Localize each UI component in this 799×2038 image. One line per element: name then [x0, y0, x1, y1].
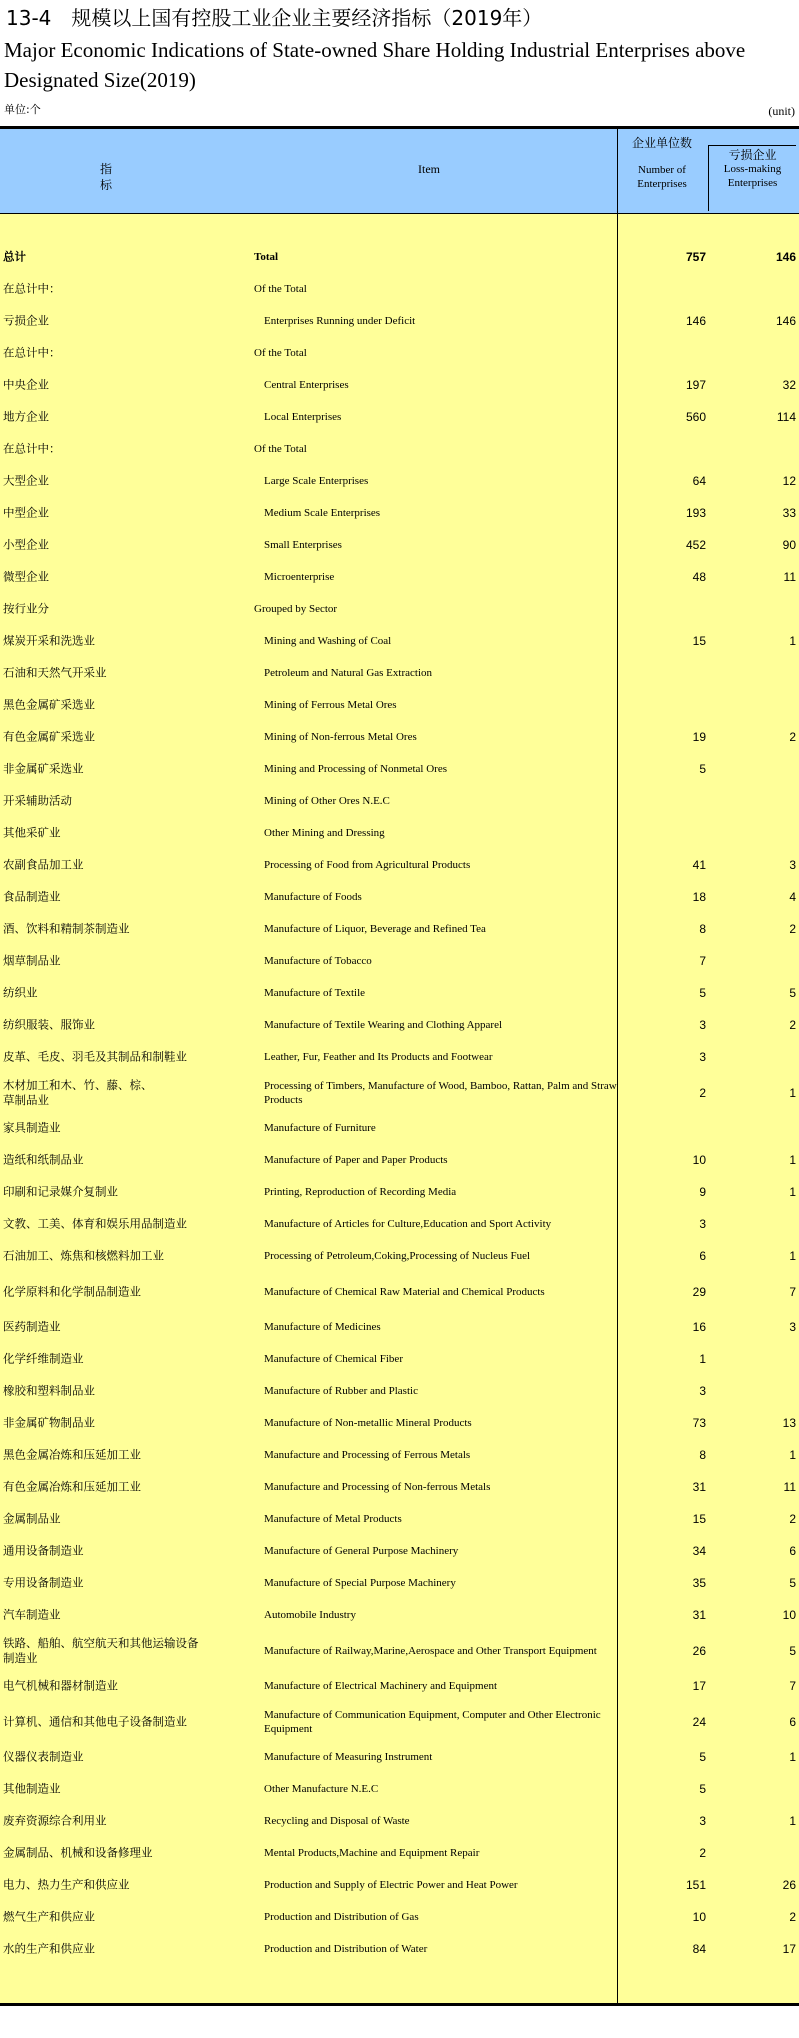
- value-loss-making: 3: [789, 1320, 796, 1334]
- value-enterprises: 8: [699, 1448, 706, 1462]
- table-row: [0, 1073, 799, 1112]
- value-loss-making: 114: [776, 410, 796, 424]
- row-label-en: Processing of Petroleum,Coking,Processing of Nucleus Fuel: [264, 1250, 531, 1262]
- value-loss-making: 3: [789, 858, 796, 872]
- value-enterprises: 2: [699, 1846, 706, 1860]
- row-label-cn: 印刷和记录媒介复制业: [3, 1184, 118, 1199]
- value-enterprises: 16: [692, 1320, 706, 1334]
- value-loss-making: 13: [782, 1416, 796, 1430]
- value-loss-making: 1: [789, 1814, 796, 1828]
- row-label-cn: 微型企业: [3, 569, 49, 584]
- row-label-en: Printing, Reproduction of Recording Media: [264, 1186, 457, 1198]
- value-loss-making: 1: [789, 1185, 796, 1199]
- table-row: [0, 1503, 799, 1535]
- row-label-cn: 计算机、通信和其他电子设备制造业: [3, 1714, 187, 1728]
- table-row: [0, 1901, 799, 1933]
- value-loss-making: 1: [789, 1085, 796, 1100]
- row-label-en: Local Enterprises: [264, 411, 342, 423]
- row-label-en: Small Enterprises: [264, 539, 342, 551]
- value-enterprises: 10: [692, 1153, 706, 1167]
- row-label-cn: 烟草制品业: [3, 953, 61, 968]
- value-enterprises: 35: [692, 1576, 706, 1590]
- value-loss-making: 11: [783, 1480, 796, 1494]
- table-row: [0, 785, 799, 817]
- table-row: [0, 305, 799, 337]
- value-enterprises: 34: [692, 1544, 706, 1558]
- value-enterprises: 31: [692, 1608, 706, 1622]
- row-label-cn: 家具制造业: [3, 1120, 61, 1135]
- row-label-en: Recycling and Disposal of Waste: [264, 1815, 410, 1827]
- row-label-en: Manufacture of Chemical Fiber: [264, 1353, 403, 1365]
- value-enterprises: 84: [692, 1942, 706, 1956]
- row-label-cn: 汽车制造业: [3, 1607, 61, 1622]
- row-label-en: Other Mining and Dressing: [264, 827, 385, 839]
- value-enterprises: 18: [692, 890, 706, 904]
- row-label-en: Mining and Processing of Nonmetal Ores: [264, 763, 447, 775]
- value-loss-making: 1: [789, 1249, 796, 1263]
- row-label-cn: 非金属矿物制品业: [3, 1415, 95, 1430]
- table-row: [0, 1869, 799, 1901]
- table-row: [0, 849, 799, 881]
- row-label-en: Processing of Timbers, Manufacture of Wood, Bamboo, Rattan, Palm and Straw Products: [264, 1079, 617, 1106]
- row-label-en: Microenterprise: [264, 571, 335, 583]
- table-title-en: Major Economic Indications of State-owned Share Holding Industrial Enterprises above Designated Size(2019): [4, 38, 746, 92]
- row-label-en: Other Manufacture N.E.C: [264, 1783, 379, 1795]
- row-label-cn: 有色金属冶炼和压延加工业: [3, 1479, 141, 1494]
- value-loss-making: 7: [789, 1284, 796, 1299]
- table-row: [0, 1741, 799, 1773]
- table-row: [0, 529, 799, 561]
- value-loss-making: 1: [789, 1153, 796, 1167]
- row-label-cn: 中央企业: [3, 377, 49, 392]
- header-indicator-cn: 指 标: [100, 162, 119, 192]
- value-enterprises: 31: [692, 1480, 706, 1494]
- table-row: [0, 1805, 799, 1837]
- table-row: [0, 1471, 799, 1503]
- table-row: [0, 881, 799, 913]
- row-label-cn: 开采辅助活动: [3, 793, 72, 808]
- table-row: [0, 1535, 799, 1567]
- table-row: [0, 1272, 799, 1311]
- row-label-cn: 其他制造业: [3, 1781, 61, 1796]
- row-label-cn: 橡胶和塑料制品业: [3, 1383, 95, 1398]
- row-label-en: Manufacture of Metal Products: [264, 1513, 402, 1525]
- value-loss-making: 6: [789, 1714, 796, 1729]
- row-label-en: Of the Total: [254, 283, 307, 295]
- header-col-enterprises-en: Number of Enterprises: [637, 164, 687, 190]
- row-label-cn: 食品制造业: [3, 889, 61, 904]
- row-label-cn: 燃气生产和供应业: [3, 1909, 95, 1924]
- table-header: [0, 129, 799, 214]
- row-label-cn: 医药制造业: [3, 1319, 61, 1334]
- row-label-en: Large Scale Enterprises: [264, 475, 369, 487]
- row-label-cn: 中型企业: [3, 505, 49, 520]
- row-label-en: Total: [254, 251, 279, 263]
- row-label-en: Manufacture of Rubber and Plastic: [264, 1385, 418, 1397]
- row-label-cn: 仪器仪表制造业: [3, 1749, 84, 1764]
- value-enterprises: 6: [699, 1249, 706, 1263]
- table-row: [0, 721, 799, 753]
- row-label-cn: 在总计中：: [3, 281, 61, 296]
- value-enterprises: 64: [692, 474, 706, 488]
- value-loss-making: 17: [782, 1942, 796, 1956]
- value-loss-making: 146: [775, 314, 796, 328]
- table-row: [0, 945, 799, 977]
- value-enterprises: 560: [685, 410, 706, 424]
- value-enterprises: 3: [699, 1050, 706, 1064]
- row-label-cn: 化学纤维制造业: [3, 1351, 84, 1366]
- row-label-cn: 煤炭开采和洗选业: [3, 633, 95, 648]
- row-label-cn: 农副食品加工业: [3, 857, 84, 872]
- table-row: [0, 1407, 799, 1439]
- header-col-enterprises-cn: 企业单位数: [631, 136, 692, 150]
- table-row: [0, 1208, 799, 1240]
- value-enterprises: 5: [699, 1750, 706, 1764]
- row-label-en: Petroleum and Natural Gas Extraction: [264, 667, 433, 679]
- value-loss-making: 2: [789, 1018, 796, 1032]
- row-label-cn: 文教、工美、体育和娱乐用品制造业: [3, 1216, 187, 1231]
- value-loss-making: 7: [789, 1679, 796, 1693]
- value-loss-making: 2: [789, 922, 796, 936]
- row-label-cn: 按行业分: [3, 601, 49, 616]
- row-label-cn: 水的生产和供应业: [3, 1941, 95, 1956]
- value-enterprises: 29: [692, 1284, 706, 1299]
- row-label-en: Manufacture of Liquor, Beverage and Refined Tea: [264, 923, 486, 935]
- row-label-en: Manufacture of Furniture: [264, 1122, 376, 1134]
- row-label-cn: 在总计中：: [3, 441, 61, 456]
- table-row: [0, 465, 799, 497]
- row-label-en: Manufacture of Chemical Raw Material and Chemical Products: [264, 1285, 545, 1298]
- table-row: [0, 657, 799, 689]
- table-row: [0, 1176, 799, 1208]
- row-label-en: Production and Distribution of Gas: [264, 1911, 419, 1923]
- value-enterprises: 146: [685, 314, 706, 328]
- header-col-loss-making-en: Loss-making Enterprises: [723, 163, 782, 189]
- value-loss-making: 146: [775, 250, 796, 264]
- row-label-en: Mining and Washing of Coal: [264, 635, 392, 647]
- row-label-en: Manufacture of Railway,Marine,Aerospace and Other Transport Equipment: [264, 1644, 597, 1657]
- value-enterprises: 24: [692, 1714, 706, 1729]
- value-loss-making: 5: [789, 1643, 796, 1658]
- value-loss-making: 2: [789, 730, 796, 744]
- value-enterprises: 26: [692, 1643, 706, 1658]
- value-loss-making: 33: [782, 506, 796, 520]
- row-label-cn: 皮革、毛皮、羽毛及其制品和制鞋业: [3, 1049, 187, 1064]
- row-label-en: Manufacture of Special Purpose Machinery: [264, 1577, 456, 1589]
- value-enterprises: 19: [692, 730, 706, 744]
- value-enterprises: 15: [692, 634, 706, 648]
- header-item-en: Item: [418, 162, 440, 176]
- row-label-en: Manufacture of Textile Wearing and Clothing Apparel: [264, 1019, 503, 1031]
- value-enterprises: 9: [699, 1185, 706, 1199]
- value-loss-making: 4: [789, 890, 796, 904]
- row-label-cn: 纺织服装、服饰业: [3, 1017, 95, 1032]
- value-enterprises: 1: [699, 1352, 706, 1366]
- row-label-en: Medium Scale Enterprises: [264, 507, 381, 519]
- table-row: [0, 1670, 799, 1702]
- row-label-cn: 酒、饮料和精制茶制造业: [3, 921, 130, 936]
- value-enterprises: 3: [699, 1018, 706, 1032]
- row-label-en: Of the Total: [254, 443, 307, 455]
- row-label-cn: 有色金属矿采选业: [3, 729, 95, 744]
- row-label-cn: 电气机械和器材制造业: [3, 1678, 118, 1693]
- row-label-en: Mental Products,Machine and Equipment Repair: [264, 1847, 480, 1859]
- row-label-en: Manufacture of Tobacco: [264, 955, 372, 967]
- row-label-en: Of the Total: [254, 347, 307, 359]
- row-label-cn: 小型企业: [3, 537, 49, 552]
- value-loss-making: 2: [789, 1910, 796, 1924]
- table-row: [0, 1375, 799, 1407]
- value-enterprises: 48: [692, 570, 706, 584]
- row-label-cn: 亏损企业: [3, 313, 49, 328]
- row-label-en: Manufacture of Paper and Paper Products: [264, 1154, 448, 1166]
- value-loss-making: 1: [789, 1448, 796, 1462]
- table-row: [0, 1702, 799, 1741]
- row-label-cn: 纺织业: [3, 985, 38, 1000]
- value-enterprises: 7: [699, 954, 706, 968]
- row-label-cn: 非金属矿采选业: [3, 761, 84, 776]
- value-enterprises: 3: [699, 1217, 706, 1231]
- unit-label-en: (unit): [768, 104, 795, 118]
- row-label-en: Manufacture and Processing of Ferrous Metals: [264, 1449, 471, 1461]
- row-label-en: Enterprises Running under Deficit: [264, 315, 416, 327]
- table-row: [0, 913, 799, 945]
- value-enterprises: 452: [685, 538, 706, 552]
- value-enterprises: 197: [685, 378, 706, 392]
- row-label-cn: 地方企业: [3, 409, 49, 424]
- header-col-loss-making-cn: 亏损企业: [728, 148, 777, 162]
- value-loss-making: 5: [789, 1576, 796, 1590]
- row-label-cn: 木材加工和木、竹、藤、棕、 草制品业: [3, 1077, 153, 1107]
- table-row: [0, 1631, 799, 1670]
- row-label-cn: 金属制品、机械和设备修理业: [3, 1845, 153, 1860]
- row-label-cn: 大型企业: [3, 473, 49, 488]
- table-row: [0, 689, 799, 721]
- value-enterprises: 3: [699, 1384, 706, 1398]
- row-label-cn: 电力、热力生产和供应业: [3, 1877, 130, 1892]
- row-label-cn: 总计: [3, 249, 26, 264]
- table-row: [0, 1439, 799, 1471]
- table-row: [0, 1240, 799, 1272]
- unit-label-cn: 单位:个: [4, 103, 41, 116]
- table-row: [0, 401, 799, 433]
- table-body: [0, 241, 799, 1965]
- value-loss-making: 10: [782, 1608, 796, 1622]
- table-row: [0, 1041, 799, 1073]
- value-loss-making: 11: [783, 570, 796, 584]
- row-label-cn: 专用设备制造业: [3, 1575, 84, 1590]
- row-label-en: Manufacture of Communication Equipment, Computer and Other Electronic Equipment: [264, 1708, 601, 1735]
- row-label-en: Mining of Non-ferrous Metal Ores: [264, 731, 417, 743]
- row-label-cn: 金属制品业: [3, 1511, 61, 1526]
- table-row: [0, 1837, 799, 1869]
- value-enterprises: 5: [699, 1782, 706, 1796]
- value-loss-making: 5: [789, 986, 796, 1000]
- row-label-en: Leather, Fur, Feather and Its Products and Footwear: [264, 1051, 493, 1063]
- value-loss-making: 26: [782, 1878, 796, 1892]
- row-label-cn: 黑色金属矿采选业: [3, 697, 95, 712]
- table-title-cn: 13-4 规模以上国有控股工业企业主要经济指标（2019年）: [6, 6, 543, 30]
- row-label-en: Manufacture of Foods: [264, 891, 362, 903]
- table-row: [0, 625, 799, 657]
- header-col-loss-making: [708, 145, 796, 211]
- table-row: [0, 433, 799, 465]
- row-label-cn: 在总计中：: [3, 345, 61, 360]
- row-label-cn: 造纸和纸制品业: [3, 1152, 84, 1167]
- row-label-en: Mining of Ferrous Metal Ores: [264, 699, 397, 711]
- table-row: [0, 753, 799, 785]
- table-row: [0, 337, 799, 369]
- table-row: [0, 1311, 799, 1343]
- value-loss-making: 90: [782, 538, 796, 552]
- value-enterprises: 757: [685, 250, 706, 264]
- table-row: [0, 241, 799, 273]
- value-enterprises: 5: [699, 986, 706, 1000]
- table-row: [0, 1144, 799, 1176]
- row-label-en: Manufacture of Electrical Machinery and Equipment: [264, 1680, 498, 1692]
- value-loss-making: 1: [789, 634, 796, 648]
- row-label-en: Processing of Food from Agricultural Products: [264, 859, 471, 871]
- table-row: [0, 977, 799, 1009]
- table-row: [0, 1343, 799, 1375]
- table-row: [0, 1933, 799, 1965]
- value-enterprises: 15: [692, 1512, 706, 1526]
- header-col-enterprises: [618, 135, 706, 191]
- value-enterprises: 73: [692, 1416, 706, 1430]
- value-enterprises: 41: [692, 858, 706, 872]
- value-enterprises: 193: [685, 506, 706, 520]
- row-label-en: Production and Distribution of Water: [264, 1943, 428, 1955]
- row-label-cn: 石油加工、炼焦和核燃料加工业: [3, 1248, 164, 1263]
- row-label-cn: 通用设备制造业: [3, 1543, 84, 1558]
- row-label-cn: 石油和天然气开采业: [3, 665, 107, 680]
- table-row: [0, 1112, 799, 1144]
- table-row: [0, 369, 799, 401]
- value-enterprises: 2: [699, 1085, 706, 1100]
- row-label-en: Manufacture and Processing of Non-ferrous Metals: [264, 1481, 491, 1493]
- row-label-en: Manufacture of Measuring Instrument: [264, 1751, 433, 1763]
- row-label-en: Automobile Industry: [264, 1609, 356, 1621]
- row-label-en: Manufacture of Articles for Culture,Education and Sport Activity: [264, 1218, 552, 1230]
- row-label-cn: 黑色金属冶炼和压延加工业: [3, 1447, 141, 1462]
- value-loss-making: 2: [789, 1512, 796, 1526]
- table-row: [0, 1009, 799, 1041]
- table-row: [0, 817, 799, 849]
- table-row: [0, 273, 799, 305]
- row-label-en: Manufacture of Non-metallic Mineral Products: [264, 1417, 472, 1429]
- row-label-en: Manufacture of General Purpose Machinery: [264, 1545, 459, 1557]
- value-enterprises: 10: [692, 1910, 706, 1924]
- value-loss-making: 32: [782, 378, 796, 392]
- table-row: [0, 1567, 799, 1599]
- row-label-cn: 废弃资源综合利用业: [3, 1813, 107, 1828]
- row-label-en: Manufacture of Medicines: [264, 1321, 381, 1333]
- value-loss-making: 1: [789, 1750, 796, 1764]
- row-label-en: Manufacture of Textile: [264, 987, 366, 999]
- table-row: [0, 1599, 799, 1631]
- row-label-cn: 其他采矿业: [3, 825, 61, 840]
- table-row: [0, 497, 799, 529]
- row-label-en: Grouped by Sector: [254, 603, 338, 615]
- row-label-en: Mining of Other Ores N.E.C: [264, 795, 390, 807]
- value-enterprises: 151: [685, 1878, 706, 1892]
- value-enterprises: 5: [699, 762, 706, 776]
- row-label-cn: 化学原料和化学制品制造业: [3, 1284, 141, 1298]
- value-loss-making: 12: [782, 474, 796, 488]
- table-row: [0, 1773, 799, 1805]
- value-enterprises: 3: [699, 1814, 706, 1828]
- row-label-en: Central Enterprises: [264, 379, 349, 391]
- value-enterprises: 8: [699, 922, 706, 936]
- table-row: [0, 593, 799, 625]
- value-loss-making: 6: [789, 1544, 796, 1558]
- row-label-en: Production and Supply of Electric Power and Heat Power: [264, 1879, 518, 1891]
- row-label-cn: 铁路、船舶、航空航天和其他运输设备 制造业: [3, 1635, 199, 1665]
- value-enterprises: 17: [692, 1679, 706, 1693]
- statistics-table: [0, 126, 799, 2006]
- table-row: [0, 561, 799, 593]
